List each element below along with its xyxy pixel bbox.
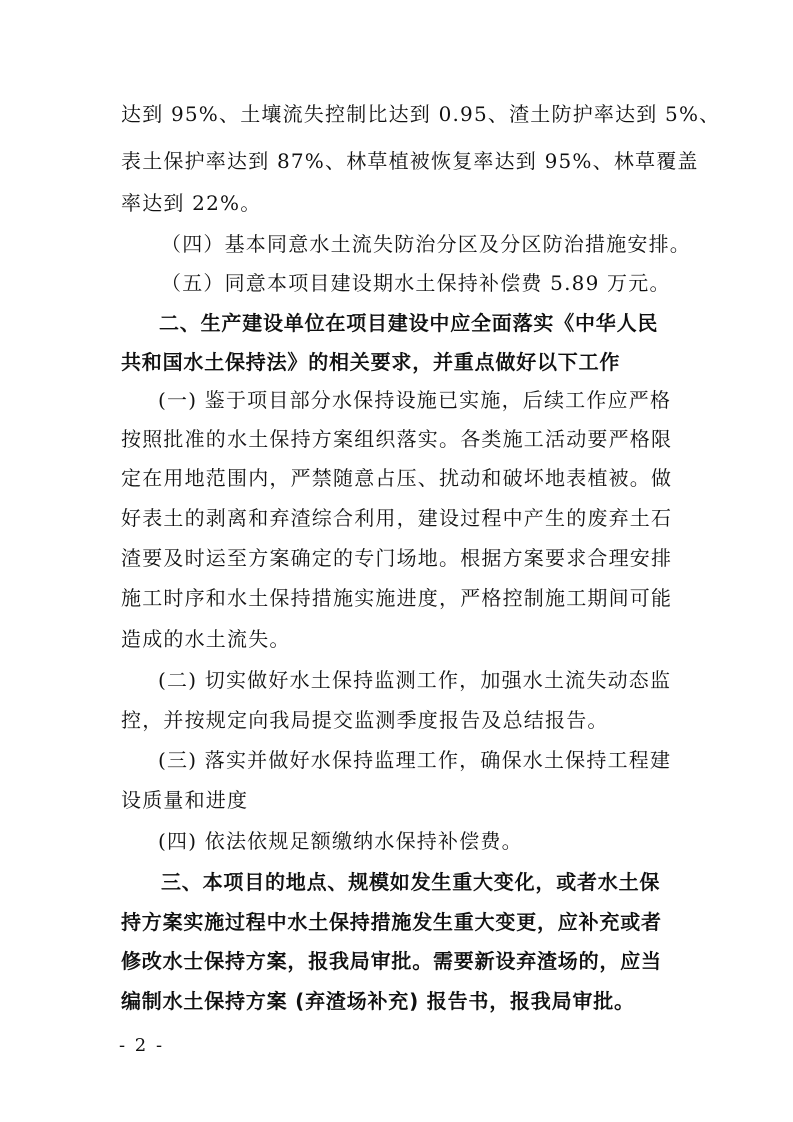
section-heading-line: 共和国水土保持法》的相关要求，并重点做好以下工作 xyxy=(121,350,621,374)
text-line: 定在用地范围内，严禁随意占压、扰动和破坏地表植被。做 xyxy=(121,466,673,490)
text-line: 达到 95%、土壤流失控制比达到 0.95、渣土防护率达到 5%、 xyxy=(121,102,721,126)
section-body-line: 持方案实施过程中水土保持措施发生重大变更，应补充或者 xyxy=(121,910,662,934)
text-line: 控，并按规定向我局提交监测季度报告及总结报告。 xyxy=(121,708,609,732)
text-line: (一) 鉴于项目部分水保持设施已实施，后续工作应严格 xyxy=(158,388,672,412)
text-line: (四) 依法依规足额缴纳水保持补偿费。 xyxy=(158,829,523,853)
section-heading-line: 三、本项目的地点、规模如发生重大变化，或者水土保 xyxy=(161,870,661,894)
text-line: 按照批准的水土保持方案组织落实。各类施工活动要严格限 xyxy=(121,427,673,451)
text-line: （五）同意本项目建设期水土保持补偿费 5.89 万元。 xyxy=(161,271,671,295)
text-line: 施工时序和水土保持措施实施进度，严格控制施工期间可能 xyxy=(121,586,673,610)
text-line: 好表土的剥离和弃渣综合利用，建设过程中产生的废弃土石 xyxy=(121,506,673,530)
text-line: 设质量和进度 xyxy=(121,788,249,812)
page-number: - 2 - xyxy=(119,1035,165,1056)
text-line: (三) 落实并做好水保持监理工作，确保水土保持工程建 xyxy=(158,748,672,772)
section-body-line: 修改水士保持方案，报我局审批。需要新设弃渣场的，应当 xyxy=(121,949,662,973)
text-line: (二) 切实做好水土保持监测工作，加强水土流失动态监 xyxy=(158,668,672,692)
text-line: 渣要及时运至方案确定的专门场地。根据方案要求合理安排 xyxy=(121,546,673,570)
text-line: 表土保护率达到 87%、林草植被恢复率达到 95%、林草覆盖 xyxy=(121,149,699,173)
text-line: （四）基本同意水土流失防治分区及分区防治措施安排。 xyxy=(161,232,691,256)
section-heading-line: 二、生产建设单位在项目建设中应全面落实《中华人民 xyxy=(159,311,659,335)
section-body-line: 编制水土保持方案 (弃渣场补充) 报告书，报我局审批。 xyxy=(121,989,635,1013)
text-line: 造成的水土流失。 xyxy=(121,627,291,651)
text-line: 率达到 22%。 xyxy=(121,191,262,215)
